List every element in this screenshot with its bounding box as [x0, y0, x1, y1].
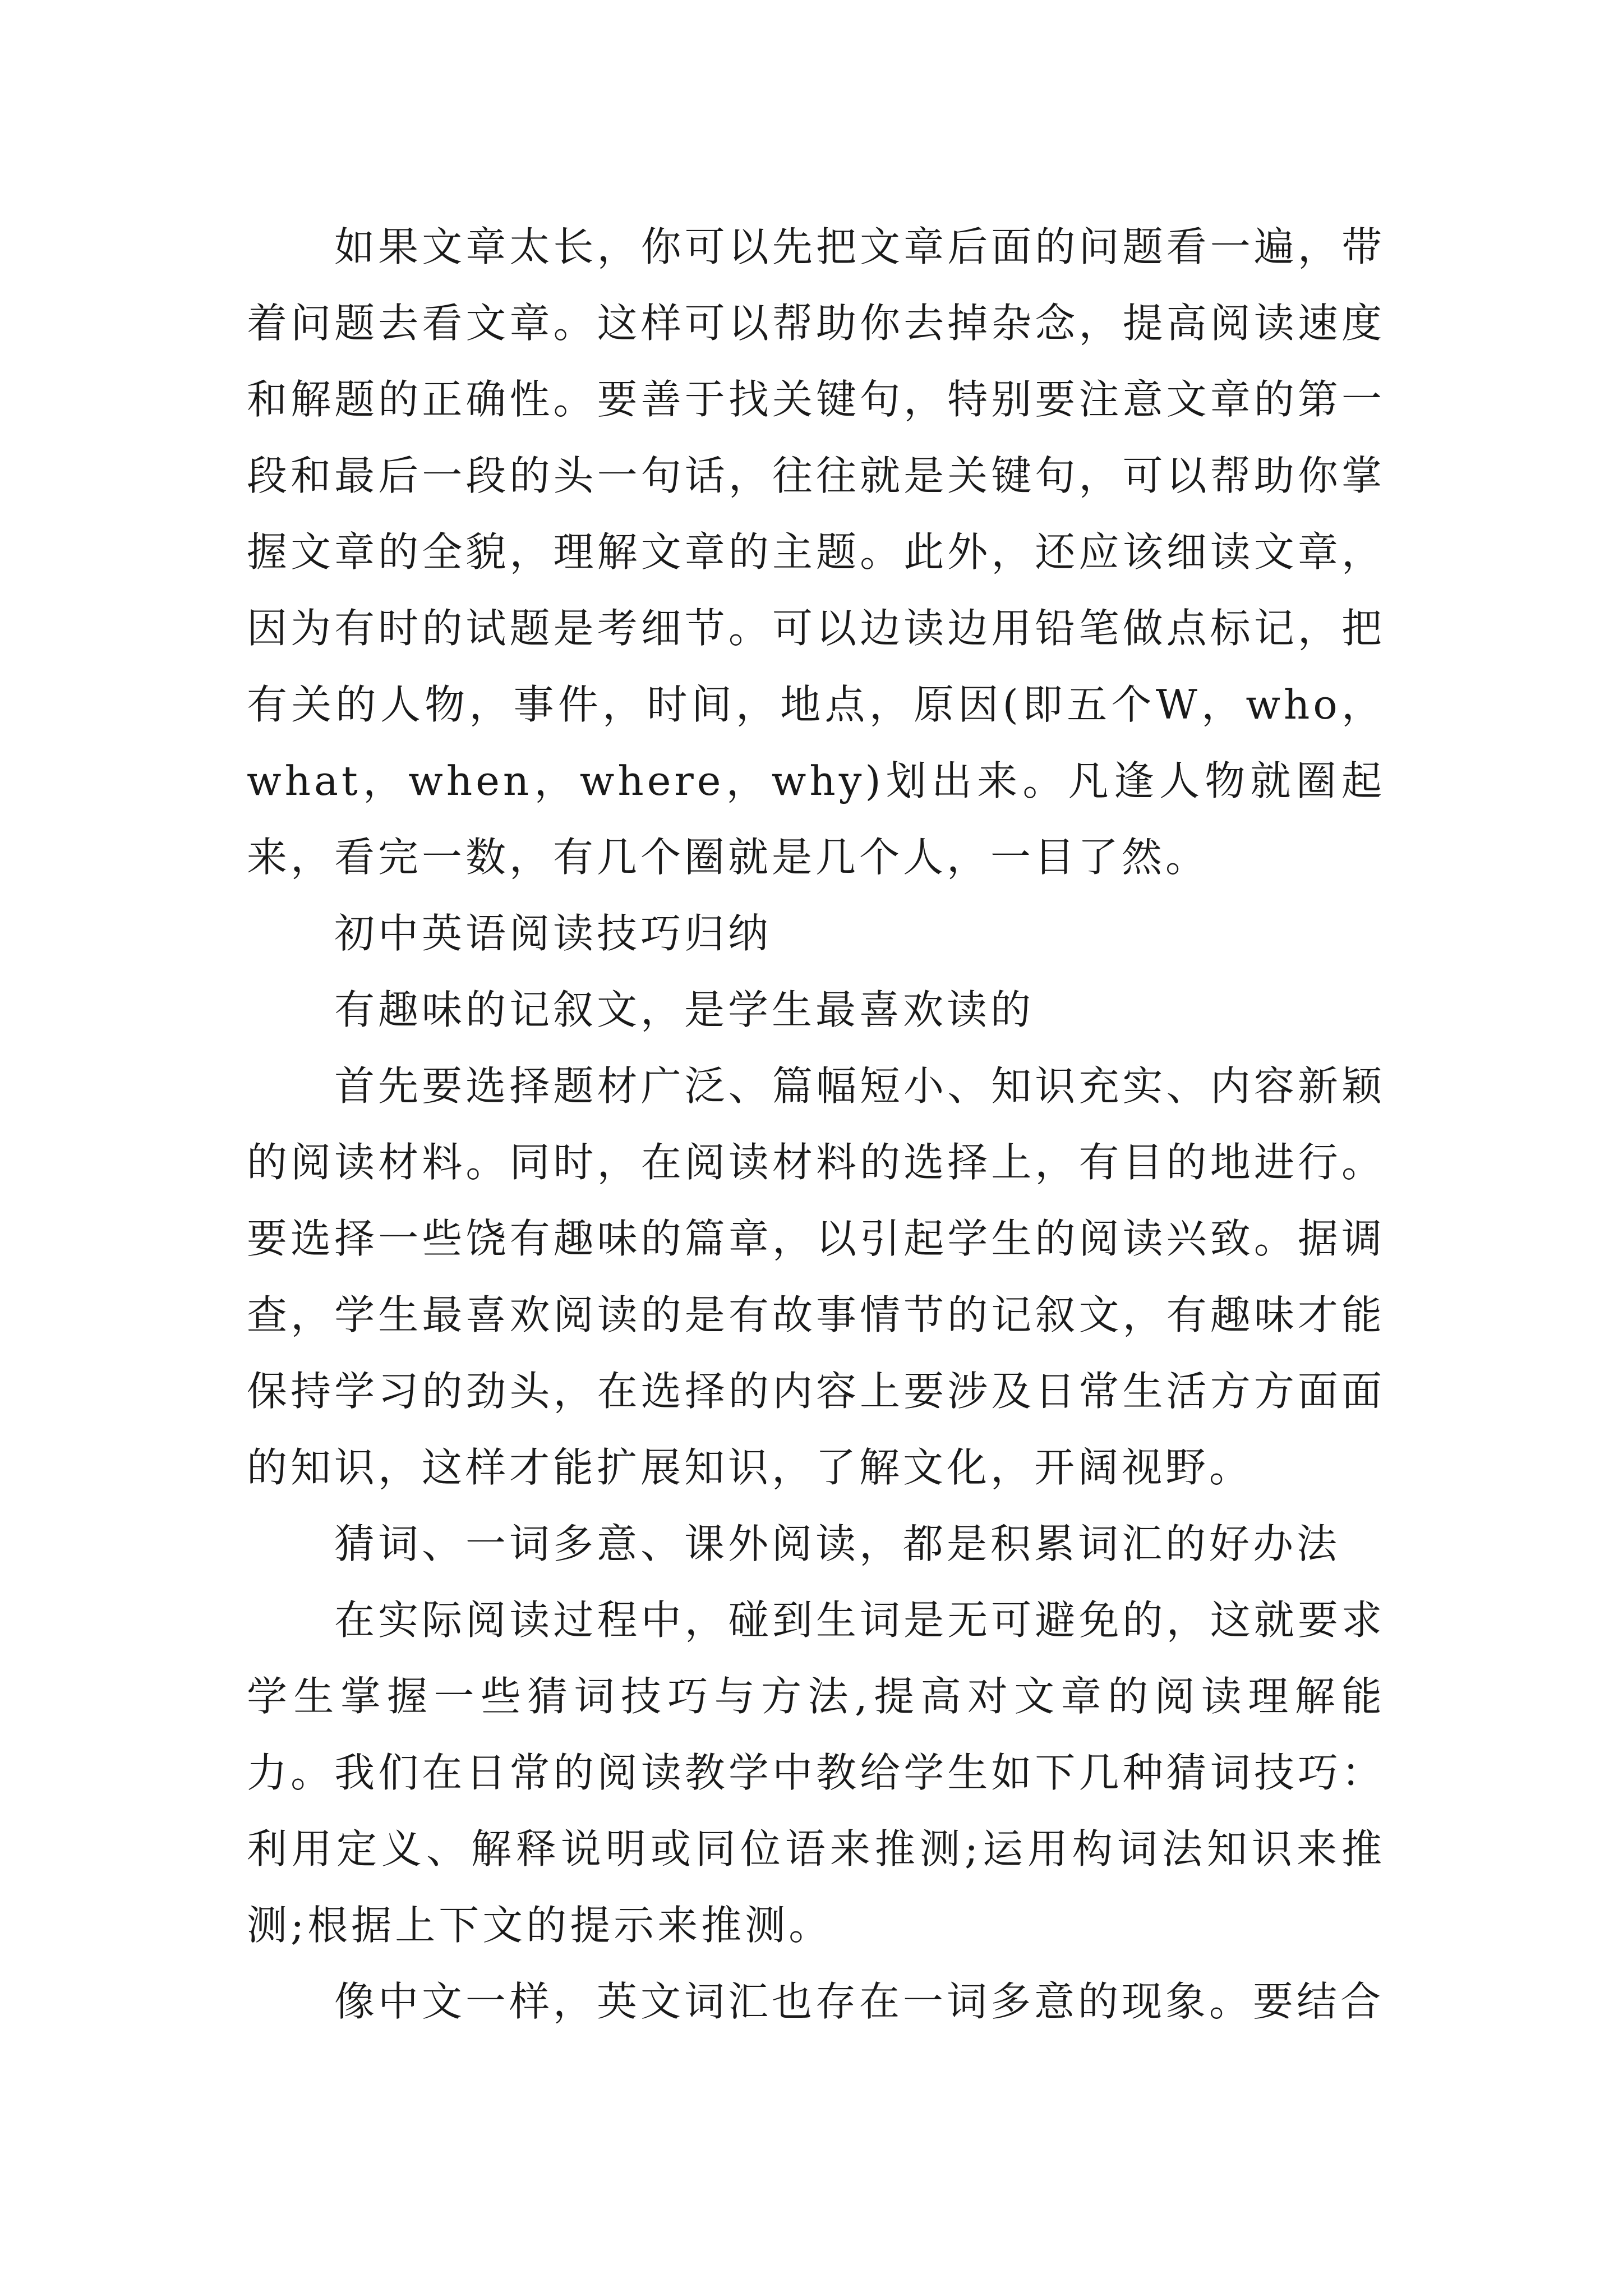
paragraph-guessing-words: 在实际阅读过程中，碰到生词是无可避免的，这就要求学生掌握一些猜词技巧与方法,提高对文章的阅读理解能力。我们在日常的阅读教学中教给学生如下几种猜词技巧：利用定义、解释说明或同位语来推测;运用构词法知识来推测;根据上下文的提示来推测。 [247, 1596, 1385, 1949]
paragraph-reading-long-articles: 如果文章太长，你可以先把文章后面的问题看一遍，带着问题去看文章。这样可以帮助你去掉杂念，提高阅读速度和解题的正确性。要善于找关键句，特别要注意文章的第一段和最后一段的头一句话，往往就是关键句，可以帮助你掌握文章的全貌，理解文章的主题。此外，还应该细读文章，因为有时的试题是考细节。可以边读边用铅笔做点标记，把有关的人物，事件，时间，地点，原因(即五个W，who，what，when，where，why)划出来。凡逢人物就圈起来，看完一数，有几个圈就是几个人，一目了然。 [247, 223, 1385, 881]
section-heading-vocabulary: 猜词、一词多意、课外阅读，都是积累词汇的好办法 [334, 1520, 1341, 1567]
paragraph-material-selection: 首先要选择题材广泛、篇幅短小、知识充实、内容新颖的阅读材料。同时，在阅读材料的选择上，有目的地进行。要选择一些饶有趣味的篇章，以引起学生的阅读兴致。据调查，学生最喜欢阅读的是有故事情节的记叙文，有趣味才能保持学习的劲头，在选择的内容上要涉及日常生活方方面面的知识，这样才能扩展知识，了解文化，开阔视野。 [247, 1062, 1385, 1491]
document-body [247, 209, 1385, 2040]
paragraph-polysemy: 像中文一样，英文词汇也存在一词多意的现象。要结合 [334, 1978, 1385, 2025]
section-heading-reading-skills: 初中英语阅读技巧归纳 [334, 910, 772, 957]
section-heading-narrative: 有趣味的记叙文，是学生最喜欢读的 [334, 986, 1035, 1033]
